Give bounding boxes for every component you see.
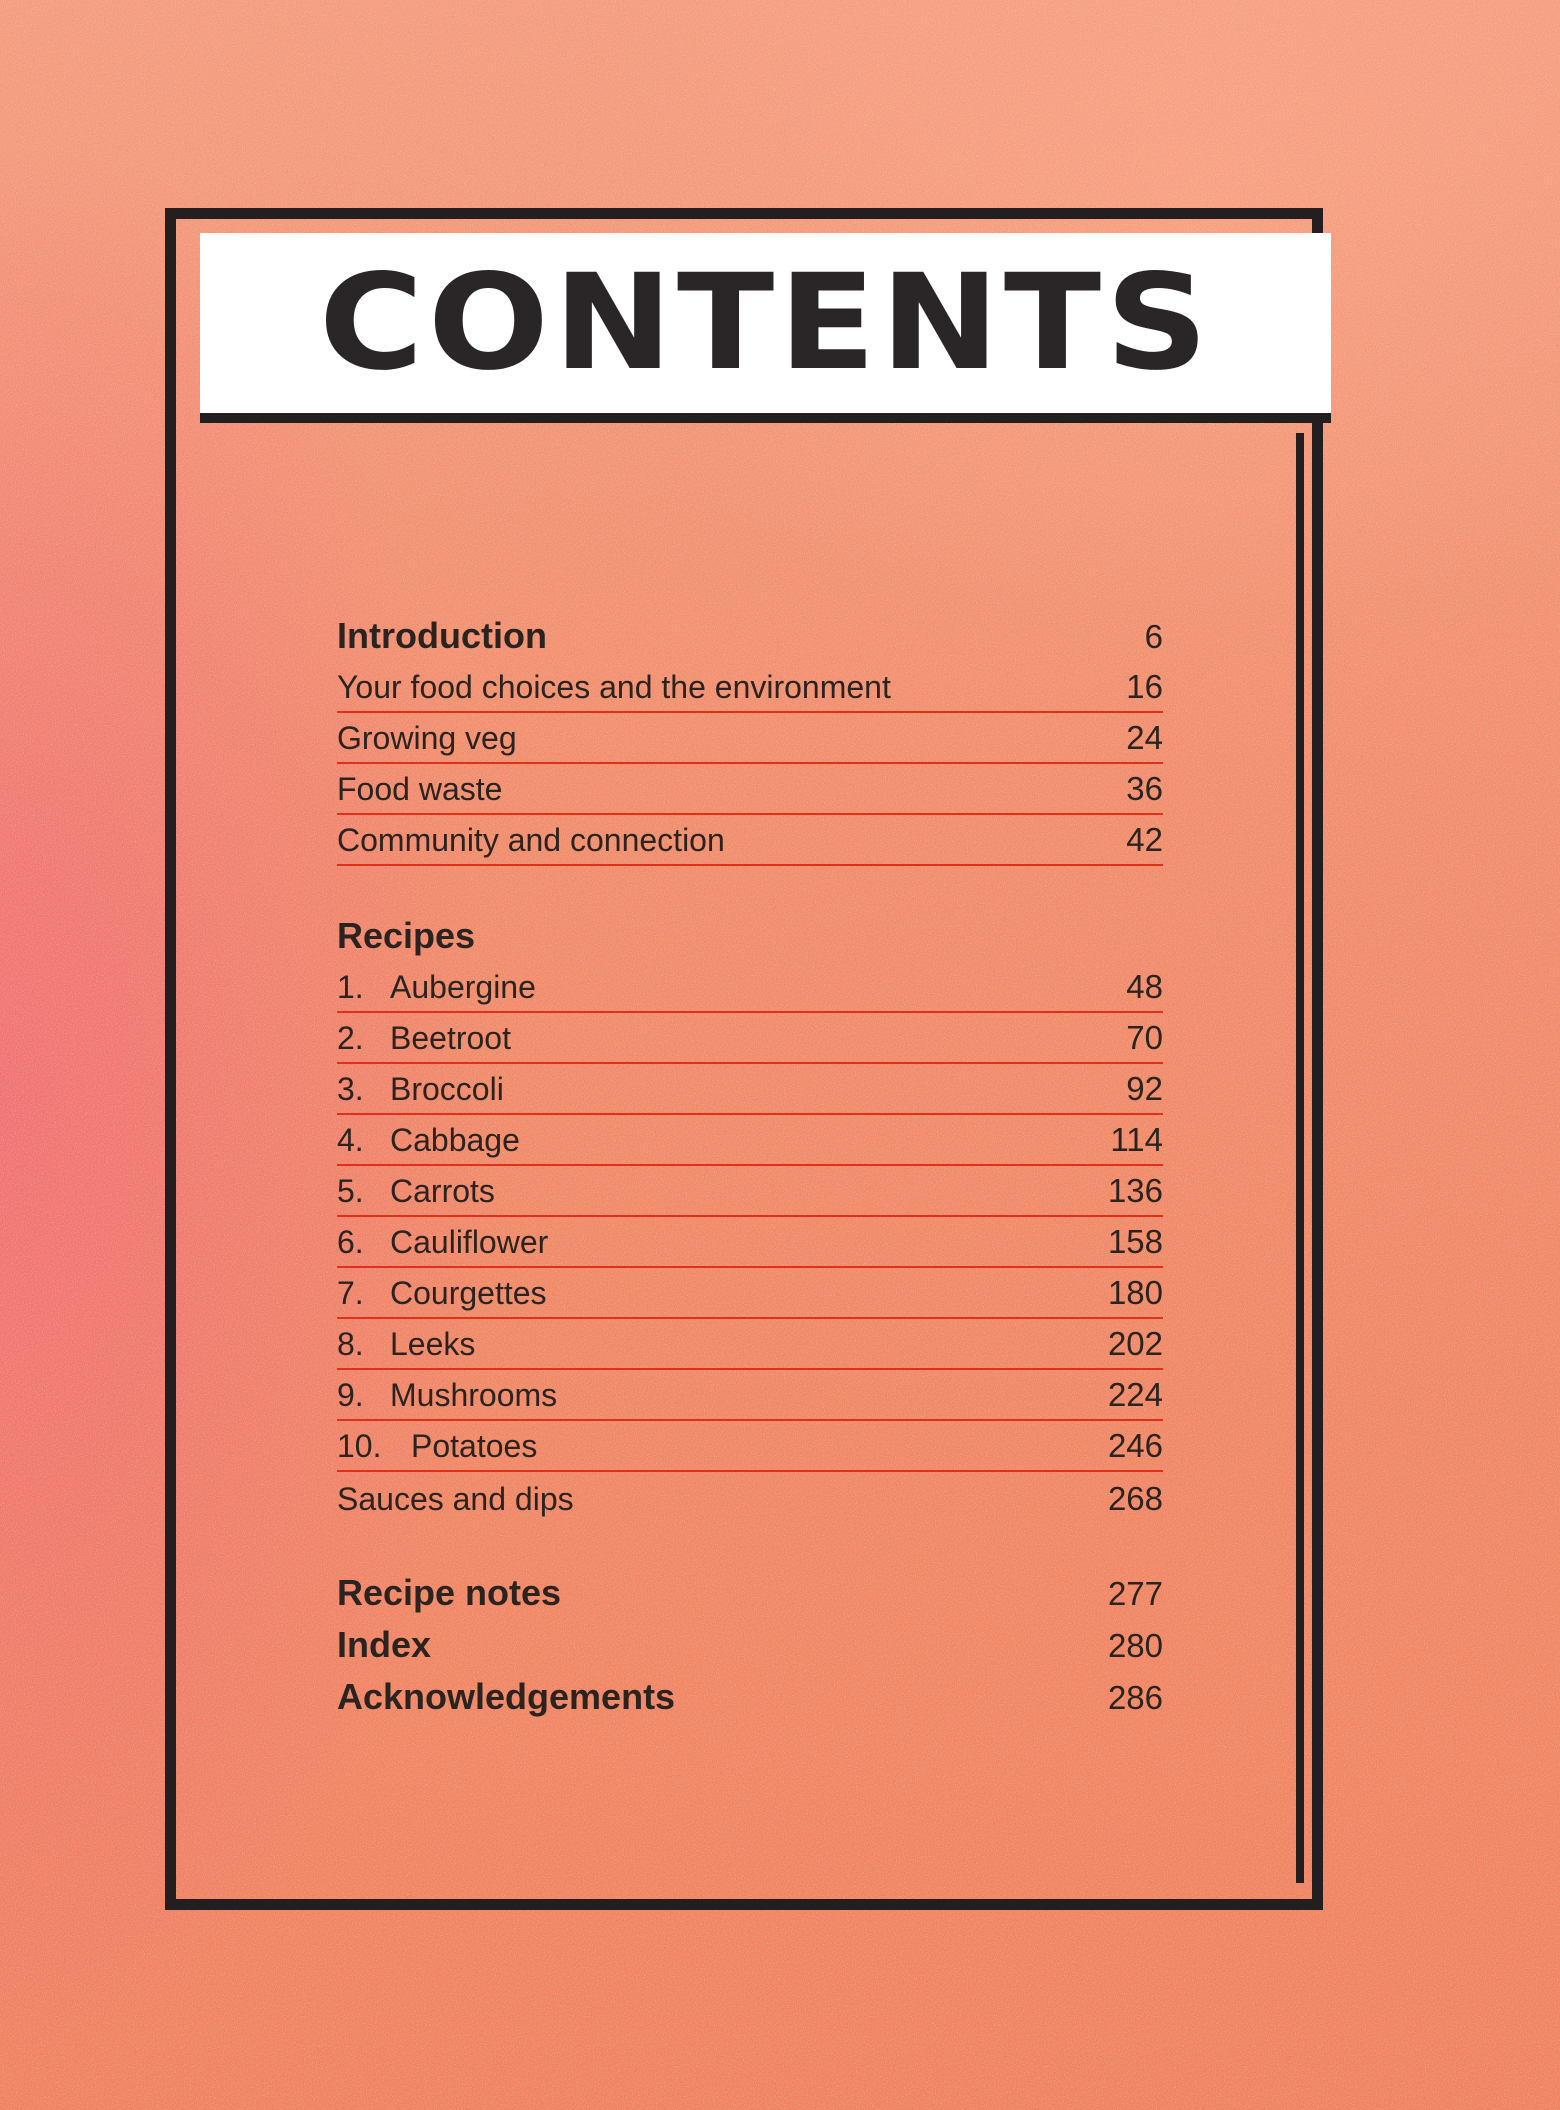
toc-entry-label: Growing veg: [337, 720, 517, 756]
chapter-number: 6.: [337, 1224, 364, 1260]
toc-entry-label: Carrots: [390, 1173, 495, 1209]
toc-entry-label: Mushrooms: [390, 1377, 558, 1413]
toc-heading-acknowledgements[interactable]: [337, 1671, 1163, 1723]
toc-entry-label: Food waste: [337, 771, 503, 807]
toc-entry-label: Sauces and dips: [337, 1481, 574, 1517]
frame-inner-border: [1296, 433, 1304, 1883]
toc-page-number: 158: [1107, 1223, 1163, 1260]
toc-entry-label: Community and connection: [337, 822, 725, 858]
chapter-number: 1.: [337, 969, 364, 1005]
toc-heading-introduction[interactable]: [337, 610, 1163, 662]
toc-entry-label: Broccoli: [390, 1071, 504, 1107]
toc-page-number: 246: [1107, 1427, 1163, 1464]
toc-page-number: 180: [1107, 1274, 1163, 1311]
toc-page-number: 136: [1107, 1172, 1163, 1209]
title-banner: [200, 233, 1331, 423]
toc-page-number: 36: [1126, 770, 1163, 807]
toc-entry[interactable]: [337, 1472, 1163, 1523]
toc-recipe-entry[interactable]: [337, 1115, 1163, 1166]
toc-entry[interactable]: [337, 662, 1163, 713]
toc-page-number: 224: [1107, 1376, 1163, 1413]
toc-entry[interactable]: [337, 764, 1163, 815]
toc-entry-label: Your food choices and the environment: [337, 669, 891, 705]
toc-page-number: 42: [1126, 821, 1163, 858]
toc-page-number: 48: [1126, 968, 1163, 1005]
page-title: CONTENTS: [318, 246, 1213, 400]
chapter-number: 8.: [337, 1326, 364, 1362]
toc-entry-label: Cauliflower: [390, 1224, 549, 1260]
toc-entry-label: Leeks: [390, 1326, 476, 1362]
toc-recipe-entry[interactable]: [337, 962, 1163, 1013]
toc-entry-label: Potatoes: [411, 1428, 538, 1464]
toc-entry[interactable]: [337, 815, 1163, 866]
toc-page-number: 92: [1126, 1070, 1163, 1107]
toc-recipe-entry[interactable]: [337, 1268, 1163, 1319]
toc-heading-label: Recipe notes: [337, 1572, 562, 1613]
toc-heading-label: Index: [337, 1624, 432, 1665]
toc-page-number: 268: [1107, 1480, 1163, 1517]
toc-entry-label: Courgettes: [390, 1275, 547, 1311]
toc-entry-label: Cabbage: [390, 1122, 520, 1158]
toc-entry[interactable]: [337, 713, 1163, 764]
toc-recipe-entry[interactable]: [337, 1166, 1163, 1217]
chapter-number: 5.: [337, 1173, 364, 1209]
toc-heading-label: Recipes: [337, 915, 476, 956]
chapter-number: 10.: [337, 1428, 382, 1464]
toc-page-number: 70: [1126, 1019, 1163, 1056]
toc-page-number: 16: [1126, 668, 1163, 705]
toc-heading-label: Acknowledgements: [337, 1676, 676, 1717]
table-of-contents: [337, 610, 1163, 1723]
toc-recipe-entry[interactable]: [337, 1013, 1163, 1064]
toc-page-number: 286: [1107, 1679, 1163, 1716]
toc-heading-index[interactable]: [337, 1619, 1163, 1671]
toc-page-number: 277: [1107, 1575, 1163, 1612]
chapter-number: 3.: [337, 1071, 364, 1107]
toc-heading-recipe-notes[interactable]: [337, 1567, 1163, 1619]
toc-page-number: 6: [1144, 618, 1163, 655]
toc-page-number: 24: [1126, 719, 1163, 756]
chapter-number: 4.: [337, 1122, 364, 1158]
toc-recipe-entry[interactable]: [337, 1217, 1163, 1268]
toc-recipe-entry[interactable]: [337, 1370, 1163, 1421]
toc-page-number: 280: [1107, 1627, 1163, 1664]
toc-heading-label: Introduction: [337, 615, 547, 656]
toc-heading-recipes[interactable]: [337, 910, 1163, 962]
chapter-number: 7.: [337, 1275, 364, 1311]
chapter-number: 2.: [337, 1020, 364, 1056]
toc-entry-label: Aubergine: [390, 969, 536, 1005]
toc-entry-label: Beetroot: [390, 1020, 511, 1056]
toc-recipe-entry[interactable]: [337, 1064, 1163, 1115]
chapter-number: 9.: [337, 1377, 364, 1413]
toc-recipe-entry[interactable]: [337, 1319, 1163, 1370]
toc-page-number: 114: [1110, 1121, 1163, 1158]
toc-page-number: 202: [1107, 1325, 1163, 1362]
toc-recipe-entry[interactable]: [337, 1421, 1163, 1472]
